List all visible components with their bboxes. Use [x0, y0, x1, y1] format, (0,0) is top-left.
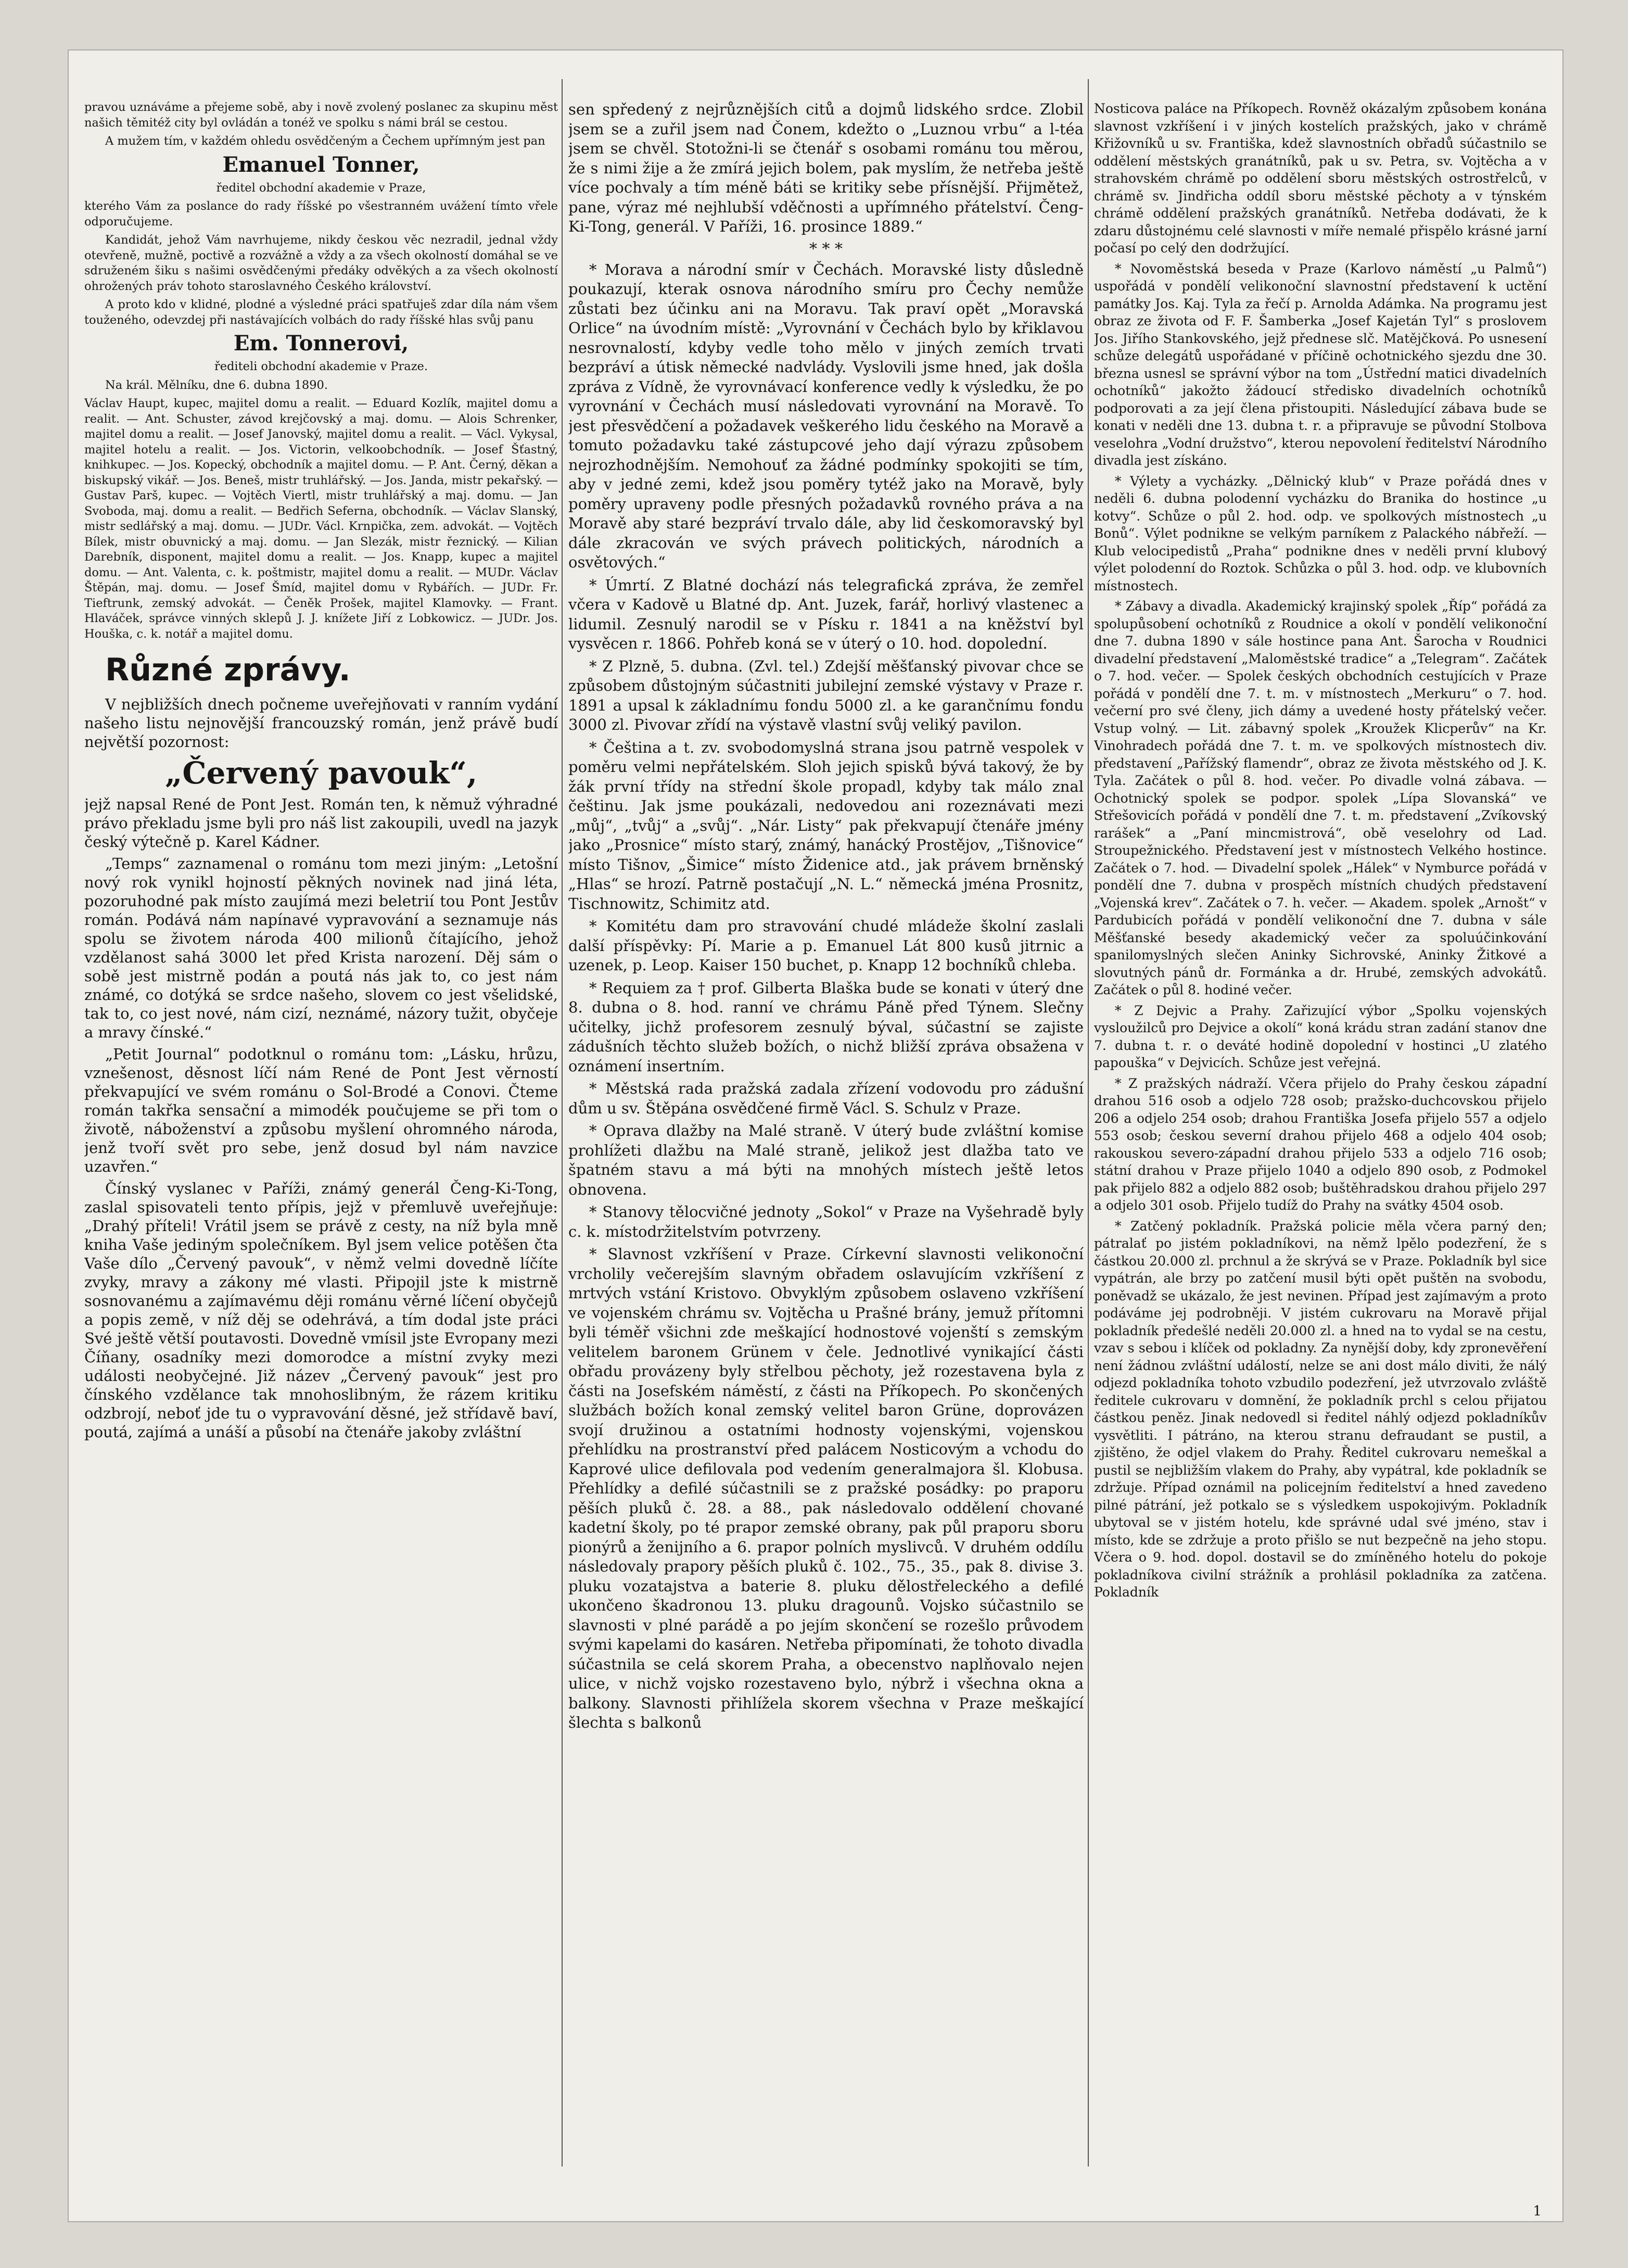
dateline: Na král. Mělníku, dne 6. dubna 1890. [105, 378, 328, 392]
news-paragraph: jejž napsal René de Pont Jest. Román ten, k němuž výhradné právo překladu jsme byli pro náš list zakoupili, uvedl na jazyk český výtečně p. Karel Kádner. [84, 795, 558, 851]
news-paragraph: V nejbližších dnech počneme uveřejňovati v ranním vydání našeho listu nejnovější francouzský román, jenž právě budí největší pozornost: [84, 695, 558, 751]
candidate-title: ředitel obchodní akademie v Praze, [216, 181, 426, 195]
signatories-list: Václav Haupt, kupec, majitel domu a realit. — Eduard Kozlík, majitel domu a realit. — Ant. Schuster, závod krejčovský a maj. domu. — Alois Schrenker, majitel domu a realit. — Josef Janovský, majitel domu a realit. — Václ. Vykysal, majitel hotelu a realit. — Jos. Victorin, velkoobchodník. — Josef Šťastný, knihkupec. — Jos. Kopecký, obchodník a majitel domu. — P. Ant. Černý, děkan a biskupský vikář. — Jos. Beneš, mistr truhlářský. — Jos. Janda, mistr pekařský. — Gustav Parš, kupec. — Vojtěch Viertl, mistr truhlářský a maj. domu. — Jan Svoboda, maj. domu a realit. — Bedřich Seferna, obchodník. — Václav Slanský, mistr sedlářský a maj. domu. — JUDr. Václ. Krnpička, zem. advokát. — Vojtěch Bílek, mistr obuvnický a maj. domu. — Jan Slezák, mistr řeznický. — Kilian Darebník, disponent, majitel domu a realit. — Jos. Knapp, kupec a majitel domu. — Ant. Valenta, c. k. poštmistr, majitel domu a realit. — MUDr. Václav Štěpán, maj. domu. — Josef Šmíd, majitel domu v Rybářích. — JUDr. Fr. Tieftrunk, zemský advokát. — Čeněk Prošek, majitel Klamovky. — Frant. Hlaváček, správce vinných sklepů J. J. knížete Jiří z Lobkowicz. — JUDr. Jos. Houška, c. k. notář a majitel domu. [84, 397, 558, 641]
news-paragraph: „Petit Journal“ podotknul o románu tom: „Lásku, hrůzu, vznešenost, děsnost líčí nám René de Pont Jest věrností překvapující ve svém románu o Sol-Brodé a Conovi. Čteme román takřka sensační a mimodék poučujeme se při tom o životě, náboženství a způsobu myšlení ohromného národa, jenž tvoří svět pro sebe, jenž dosud byl nám navzice uzavřen.“ [84, 1045, 558, 1175]
election-appeal-text: pravou uznáváme a přejeme sobě, aby i nově zvolený poslanec za skupinu měst našich těmitéž city byl ovládán a tonéž ve spolku s námi brál se cestou. [84, 100, 558, 130]
news-item: * Oprava dlažby na Malé straně. V úterý bude zvláštní komise prohlížeti dlažbu na Malé straně, jelikož jest dlažba tato ve špatném stavu a má býti na mnohých místech ještě letos obnovena. [568, 1122, 1084, 1198]
news-item: * Z pražských nádraží. Včera přijelo do Prahy českou západní drahou 516 osob a odjelo 728 osob; pražsko-duchcovskou přijelo 206 a odjelo 254 osob; drahou Františka Josefa přijelo 557 a odjelo 553 osob; českou severní drahou přijelo 468 a odjelo 404 osob; rakouskou severo-západní drahou přijelo 533 a odjelo 716 osob; státní drahou v Praze přijelo 1040 a odjelo 890 osob, z Podmokel pak přijelo 882 a odjelo 882 osob; buštěhradskou drahou přijelo 297 a odjelo 301 osob. Přijelo tudíž do Prahy na svátky 4504 osob. [1094, 1075, 1547, 1213]
news-item: * Slavnost vzkříšení v Praze. Církevní slavnosti velikonoční vrcholily večerejším slavným obřadem oslavujícím vzkříšení z mrtvých vstání Kristovo. Obvyklým způsobem oslaveno vzkříšení ve vojenském chrámu sv. Vojtěcha u Prašné brány, jemuž přítomni byli téměř všichni zde meškající hodnostové vojenští s zemským velitelem baronem Grünem v čele. Jednotlivé vynikající části obřadu provázeny byly střelbou pěchoty, jež rozestavena byla z části na Josefském náměstí, z části na Příkopech. Po skončených službách božích konal zemský velitel baron Grüne, doprovázen svojí družinou a ostatními hodnosty vojenskými, vojenskou přehlídku na prostranství před palácem Nosticovým a vchodu do Kaprové ulice defilovala pod vedením generalmajora šl. Klobusa. Přehlídky a defilé súčastnili se z pražské posádky: po praporu pěších pluků č. 28. a 88., pak následovalo oddělení chované kadetní školy, po té prapor zemské obrany, pak půl praporu sboru pionýrů a ženijního a 6. prapor polních myslivců. V druhém oddílu následovaly prapory pěších pluků č. 102., 75., 35., pak 8. divise 3. pluku vozatajstva a baterie 8. pluku dělostřeleckého a defilé ukončeno škadronou 13. pluku dragounů. Vojsko súčastnilo se slavnosti v plné parádě a po jejím skončení se rozešlo průvodem svými kapelami do kasáren. Netřeba připomínati, že tohoto divadla súčastnila se celá skorem Praha, a obecenstvo naplňovalo nejen ulice, v nichž vojsko rozestaveno bylo, nýbrž i všechna okna a balkony. Slavnosti přihlížela skorem všechna v Praze meškající šlechta s balkonů [568, 1245, 1084, 1731]
candidate-name: Em. Tonnerovi, [233, 331, 409, 356]
news-item: * Zatčený pokladník. Pražská policie měla včera parný den; pátralať po jistém pokladníkovi, na němž lpělo podezření, že s částkou 20.000 zl. prchnul a že skrývá se v Praze. Pokladník byl sice vypátrán, ale brzy po zatčení musil býti opět puštěn na svobodu, poněvadž se ukázalo, že jest nevinen. Případ jest zajímavým a proto podáváme jej podrobněji. V jistém cukrovaru na Moravě přijal pokladník předešlé neděli 20.000 zl. a hned na to vydal se na cestu, vzav s sebou i klíček od pokladny. Za nynější doby, kdy zpronevěření není žádnou zvláštní událostí, nelze se ani dost málo diviti, že nálý odjezd pokladníka tohoto vzbudilo podezření, jež utvrzovalo zvláště ředitele cukrovaru v domnění, že pokladník prchl s celou přijatou částkou peněz. Jinak nedovedl si ředitel náhlý odjezd pokladníkův vysvětliti. I pátráno, na kterou stranu defraudant se pustil, a zjištěno, že odjel vlakem do Prahy. Ředitel cukrovaru nemeškal a pustil se nejbližším vlakem do Prahy, aby vypátral, kde pokladník se zdržuje. Případ oznámil na policejním ředitelství a hned zavedeno pilné pátrání, jež potkalo se s výsledkem uspokojivým. Pokladník ubytoval se v jistém hotelu, kde správné udal své jméno, stav i místo, kde se zdržuje a proto přišlo se nut bezpečně na jeho stopu. Včera o 9. hod. dopol. dostavil se do zmíněného hotelu do pokoje pokladníkova civilní strážník a prohlásil pokladníka za zatčena. Pokladník [1094, 1218, 1547, 1600]
newspaper-page [68, 49, 1563, 2222]
news-item: * Z Dejvic a Prahy. Zařizující výbor „Spolku vojenských vysloužilců pro Dejvice a okolí“ koná krádu stran zadání stanov dne 7. dubna t. r. o deváté hodině dopolední v hostinci „U zlatého papouška“ v Dejvicích. Schůze jest veřejná. [1094, 1003, 1547, 1070]
news-item: * Úmrtí. Z Blatné dochází nás telegrafická zpráva, že zemřel včera v Kadově u Blatné dp. Ant. Juzek, farář, horlivý vlastenec a lidumil. Zesnulý narodil se v Písku r. 1841 a na kněžství byl vysvěcen r. 1866. Pohřeb koná se v úterý o 10. hod. dopolední. [568, 576, 1084, 652]
news-item: * Z Plzně, 5. dubna. (Zvl. tel.) Zdejší měšťanský pivovar chce se způsobem důstojným súčastniti jubilejní zemské výstavy v Praze r. 1891 a upsal k základnímu fondu 5000 zl. a ke garančnímu fondu 3000 zl. Pivovar zřídí na výstavě vlastní svůj veliký pavilon. [568, 657, 1084, 733]
novel-title: „Červený pavouk“, [164, 755, 478, 791]
election-appeal-text: Kandidát, jehož Vám navrhujeme, nikdy českou věc nezradil, jednal vždy otevřeně, mužně, poctivě a rozvážně a vždy a za všech okolností domáhal se ve sdruženém šiku s našimi osvědčenými předáky odvěkých a za všech okolností ohrožených práv tohoto staroslavného Českého království. [84, 233, 558, 293]
news-item: Nosticova paláce na Příkopech. Rovněž okázalým způsobem konána slavnost vzkříšení i v jiných kostelích pražských, jako v chrámě Křižovníků u sv. Františka, kdež slavnostních obřadů súčastnilo se oddělení městských granátníků, pak u sv. Petra, sv. Vojtěcha a v strahovském chrámě po oddělení sboru městských ostrostřelců, v chrámě sv. Jindřicha oddíl sboru městské pěchoty a v týnském chrámě oddělení pražských granátníků. Netřeba dodávati, že k zdaru důstojnému celé slavnosti v míře nemalé přispělo krásné jarní počasí po celý den dodržující. [1094, 101, 1547, 256]
news-item: * Výlety a vycházky. „Dělnický klub“ v Praze pořádá dnes v neděli 6. dubna polodenní vycházku do Branika do hostince „u kotvy“. Schůze o půl 2. hod. odp. ve spolkových místnostech „u Bonů“. Výlet podnikne se velkým parníkem z Palackého nábřeží. — Klub velocipedistů „Praha“ podnikne dnes v neděli první klubový výlet polodenní do Roztok. Schůzka o půl 3. hod. odp. ve klubovních místnostech. [1094, 473, 1547, 593]
separator-stars: * * * [809, 239, 843, 258]
column-2 [568, 100, 1084, 2208]
news-paragraph: sen spředený z nejrůznějších citů a dojmů lidského srdce. Zlobil jsem se a zuřil jsem nad Čonem, kdežto o „Luznou vrbu“ a l-téa jsem se chvěl. Stotožni-li se čtenář s osobami románu tou měrou, že s nimi žije a že zmírá jejich bolem, pak myslím, že netřeba ještě více pochvaly a tím méně báti se kritiky sebe přísnější. Přijmětež, pane, výraz mé nejhlubší vděčnosti a upřímného přátelství. Čeng-Ki-Tong, generál. V Paříži, 16. prosince 1889.“ [568, 100, 1084, 235]
column-1 [84, 100, 558, 2156]
election-appeal-text: kterého Vám za poslance do rady říšské po všestranném uvážení tímto vřele odporučujeme. [84, 199, 558, 229]
news-item: * Městská rada pražská zadala zřízení vodovodu pro zádušní dům u sv. Štěpána osvědčené firmě Václ. S. Schulz v Praze. [568, 1080, 1084, 1117]
news-item: * Requiem za † prof. Gilberta Blaška bude se konati v úterý dne 8. dubna o 8. hod. ranní ve chrámu Páně před Týnem. Slečny učitelky, jichž profesorem zesnulý býval, súčastní se zajiste zádušních těchto služeb božích, o nichž bližší zpráva obsažena v oznámení insertním. [568, 979, 1084, 1075]
news-paragraph: „Temps“ zaznamenal o románu tom mezi jiným: „Letošní nový rok vynikl hojností pěkných novinek nad jiná léta, pozoruhodné pak místo zaujímá mezi beletrií tou Pont Jestův román. Podává nám napínavé vypravování a seznamuje nás spolu se životem národa 400 milionů čítajícího, jehož vzdělanost sahá 3000 let před Krista narození. Děj sám o sobě jest mistrně podán a poutá nás jak to, co jest nám známé, co dotýká se srdce našeho, slovem co jest všelidské, tak to, co jest nové, nám cizí, neznámé, názory tužit, obyčeje a mravy čínské.“ [84, 855, 558, 1041]
news-item: * Stanovy tělocvičné jednoty „Sokol“ v Praze na Vyšehradě byly c. k. místodržitelstvím potvrzeny. [568, 1203, 1084, 1240]
column-rule [562, 79, 563, 2166]
news-item: * Morava a národní smír v Čechách. Moravské listy důsledně poukazují, kterak osnova národního smíru pro Čechy nemůže zůstati bez účinku ani na Moravu. Tak praví opět „Moravská Orlice“ na úvodním místě: „Vyrovnání v Čechách bylo by křiklavou nesrovnalostí, kdyby vedle toho mělo v jiných zemích trvati bezpráví a útisk německé nadvlády. Vyslovili jsme hned, jak došla zpráva z Vídně, že vyrovnávací konference vedly k výsledku, že po vyrovnání v Čechách musí následovati vyrovnání na Moravě. To jest přesvědčení a požadavek veškerého lidu českého na Moravě a tomuto požadavku také zástupcové jeho dají výrazu způsobem nejrozhodnějším. Nemohouť za žádné podmínky spokojiti se tím, aby v jedné zemi, kdež jsou poměry tytéž jako na Moravě, byly poměry upraveny podle přesných požadavků rovného práva a na Moravě aby staré bezpráví trvalo dále, aby lid českomoravský byl dále zkracován ve svých právech politických, národních a osvětových.“ [568, 260, 1084, 571]
news-item: * Komitétu dam pro stravování chudé mládeže školní zaslali další příspěvky: Pí. Marie a p. Emanuel Lát 800 kusů jitrnic a uzenek, p. Leop. Kaiser 150 buchet, p. Knapp 12 bochníků chleba. [568, 917, 1084, 974]
news-item: * Zábavy a divadla. Akademický krajinský spolek „Říp“ pořádá za spolupůsobení ochotníků z Roudnice a okolí v pondělí velikonoční dne 7. dubna 1890 v sále hostince pana Ant. Šarocha v Roudnici divadelní představení „Maloměstské tradice“ a „Telegram“. Začátek o 7. hod. večer. — Spolek českých obchodních cestujících v Praze pořádá v pondělí dne 7. t. m. v místnostech „Merkuru“ o 7. hod. večerní pro své členy, jich dámy a uvedené hosty přátelský večer. Vstup volný. — Lit. zábavný spolek „Kroužek Klicperův“ na Kr. Vinohradech pořádá dne 7. t. m. ve spolkových místnostech div. představení „Pařížský flamendr“, obraz ze života městského od J. K. Tyla. Začátek o půl 8. hod. večer. Po divadle volná zábava. — Ochotnický spolek se podpor. spolek „Lípa Slovanská“ ve Střešovicích pořádá v pondělí dne 7. t. m. představení „Zvíkovský rarášek“ a „Paní mincmistrová“, obě veselohry od Lad. Stroupežnického. Představení jest v místnostech Velkého hostince. Začátek o 7. hod. — Divadelní spolek „Hálek“ v Nymburce pořádá v pondělí dne 7. dubna v prospěch místních chudých představení „Vojenská krev“. Začátek o 7. h. večer. — Akadem. spolek „Arnošt“ v Pardubicích pořádá v pondělí velikonoční dne 7. dubna v sále Měšťanské besedy akademický večer za spoluúčinkování spanilomyslných slečen Aninky Sichrovské, Aninky Žitkové a slovutných pánů dr. Formánka a dr. Hrubé, zemských advokátů. Začátek o půl 8. hodiné večer. [1094, 599, 1547, 997]
candidate-name: Emanuel Tonner, [222, 152, 420, 177]
election-appeal-text: A mužem tím, v každém ohledu osvědčeným a Čechem upřímným jest pan [105, 134, 545, 148]
candidate-title: řediteli obchodní akademie v Praze. [214, 360, 428, 373]
column-rule [1088, 79, 1089, 2166]
news-item: * Čeština a t. zv. svobodomyslná strana jsou patrně vespolek v poměru velmi nepřátelském. Sloh jejich spisků bývá takový, že by žák první třídy na střední škole propadl, kdyby tak málo znal češtinu. Jak jsme poukázali, nedovedou ani rozeznávati mezi „můj“, „tvůj“ a „svůj“. „Nár. Listy“ pak překvapují čtenáře jmény jako „Prosnice“ místo starý, známý, hanácký Prostějov, „Tišnovice“ místo Tišnov, „Šimice“ místo Židenice atd., jak právem brněnský „Hlas“ se hrozí. Patrně postačují „N. L.“ německá jména Prosnitz, Tischnowitz, Schimitz atd. [568, 738, 1084, 913]
column-3 [1094, 100, 1547, 2208]
page-number: 1 [1533, 2203, 1542, 2219]
news-paragraph: Čínský vyslanec v Paříži, známý generál Čeng-Ki-Tong, zaslal spisovateli tento přípis, jejž v přemluvě uveřejňuje: „Drahý příteli! Vrátil jsem se právě z cesty, na níž byla mně kniha Vaše jediným společníkem. Byl jsem velice potěšen čta Vaše dílo „Červený pavouk“, v němž velmi dovedně líčíte zvyky, mravy a zákony mé vlasti. Připojil jste k mistrně sosnovanému a zajímavému ději románu věrné líčení obyčejů a popis země, v níž děj se odehrává, a tím dodal jste práci Své ještě větší poutavosti. Dovedně vmísil jste Evropany mezi Číňany, osadníky mezi domorodce a místní zvyky mezi události neobyčejné. Již název „Červený pavouk“ jest pro čínského vzdělance tak mnohoslibným, že rázem kritiku odzbrojí, neboť jde tu o vypravování děsné, jež střídavě baví, poutá, zajímá a unáší a působí na čtenáře jakoby zvláštní [84, 1180, 558, 1441]
election-appeal-text: A proto kdo v klidné, plodné a výsledné práci spatřuješ zdar díla nám všem touženého, odevzdej při nastávajících volbách do rady říšské hlas svůj panu [84, 298, 558, 327]
news-item: * Novoměstská beseda v Praze (Karlovo náměstí „u Palmů“) uspořádá v pondělí velikonoční slavnostní představení k uctění památky Jos. Kaj. Tyla za řečí p. Arnolda Adámka. Na programu jest obraz ze života od F. F. Šamberka „Josef Kajetán Tyl“ s proslovem Jos. Jiřího Stankovského, jejž přednese slč. Matějčková. Po usnesení schůze delegátů uspořádané v příčině ochotnického sjezdu dne 30. března usnesl se správní výbor na tom „Ústřední matici divadelních ochotníků“ jakožto žádoucí středisko divadelních ochotníků podporovati a za její člena přistoupiti. Následující zábava bude se konati v neděli dne 13. dubna t. r. a připravuje se původní Stolbova veselohra „Vodní družstvo“, kterou nepovolení ředitelství Národního divadla jest získáno. [1094, 261, 1547, 468]
section-heading: Různé zprávy. [105, 652, 351, 688]
